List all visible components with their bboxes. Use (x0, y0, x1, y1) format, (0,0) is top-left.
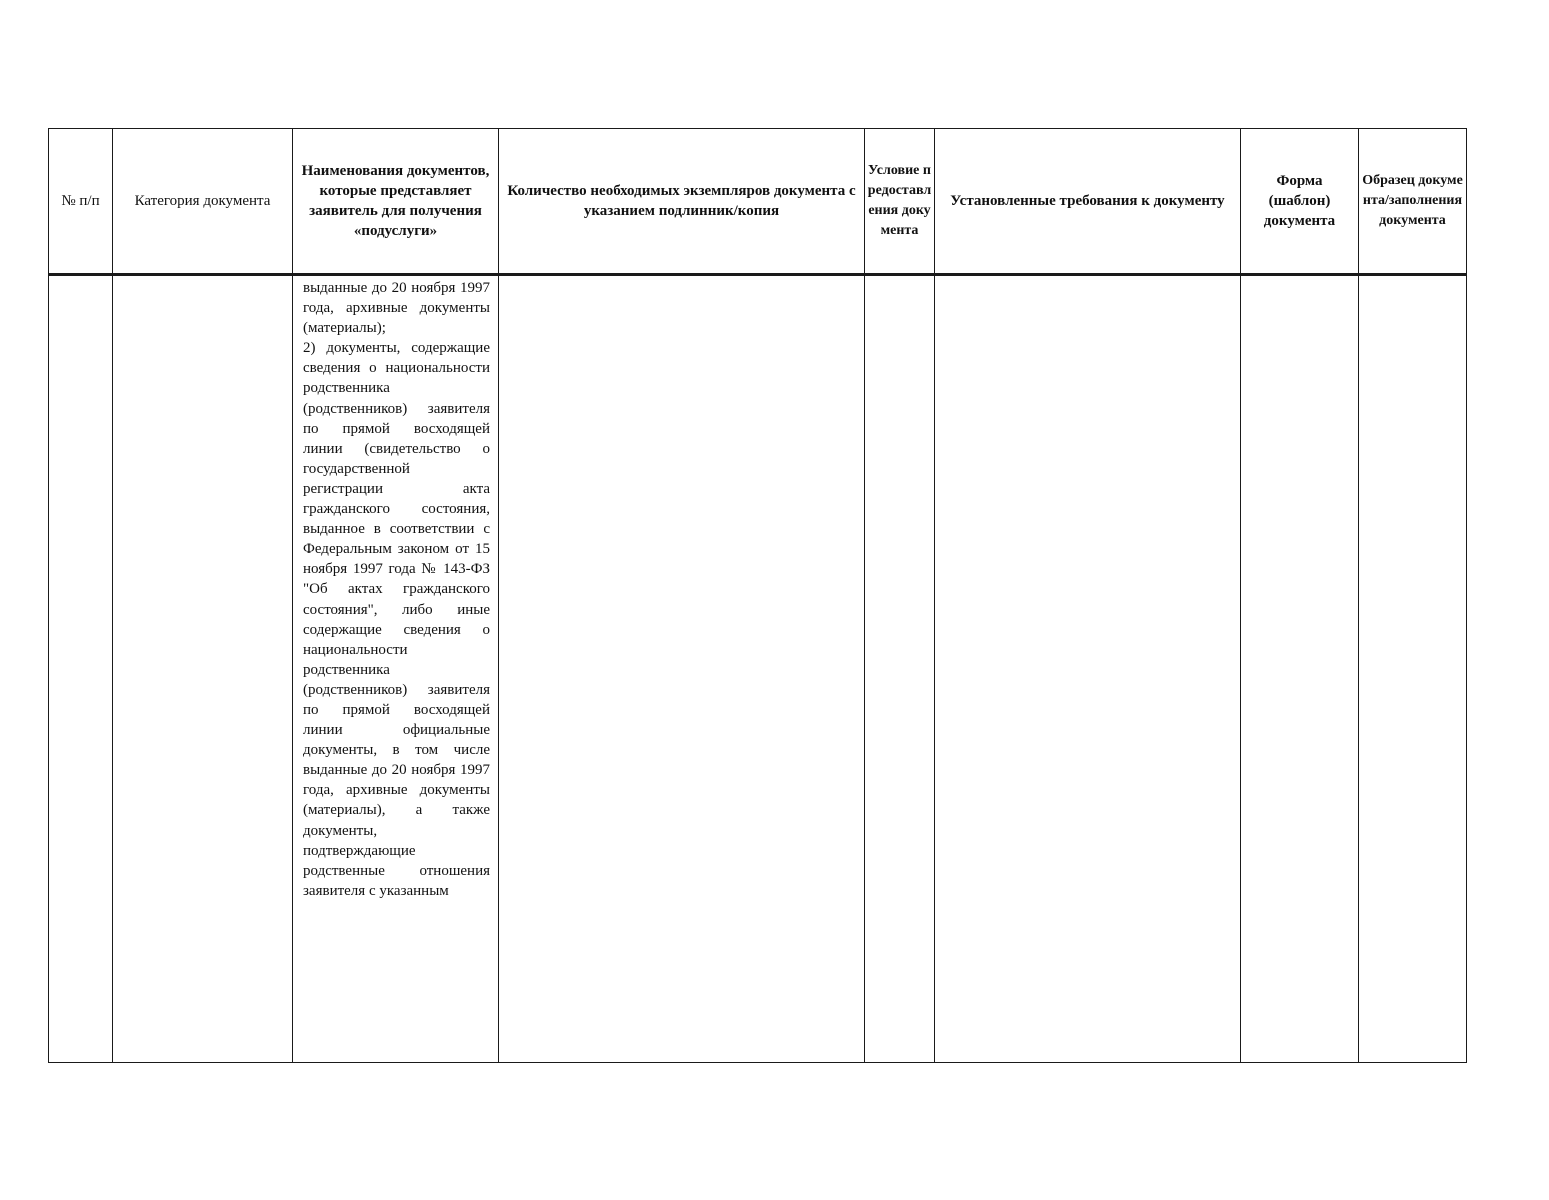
header-requirements: Установленные требования к документу (935, 129, 1241, 275)
header-quantity: Количество необходимых экземпляров документа с указанием подлинник/копия (499, 129, 865, 275)
document-names-text: выданные до 20 ноября 1997 года, архивные документы (материалы); 2) документы, содержащие сведения о национальности родственника (родственников) заявителя по прямой восходящей линии (свидетельство о государственной регистрации акта гражданского состояния, выданное в соответствии с Федеральным законом от 15 ноября 1997 года № 143-ФЗ "Об актах гражданского состояния", либо иные содержащие сведения о национальности родственника (родственников) заявителя по прямой восходящей линии официальные документы, в том числе выданные до 20 ноября 1997 года, архивные документы (материалы), а также документы, подтверждающие родственные отношения заявителя с указанным (303, 280, 490, 899)
cell-number (49, 275, 113, 1063)
cell-condition (865, 275, 935, 1063)
cell-form-template (1241, 275, 1359, 1063)
header-document-names: Наименования документов, которые представляет заявитель для получения «подуслуги» (293, 129, 499, 275)
cell-sample (1359, 275, 1467, 1063)
header-category: Категория документа (113, 129, 293, 275)
cell-document-names (293, 275, 499, 1063)
cell-quantity (499, 275, 865, 1063)
header-condition: Условие предоставления документа (865, 129, 935, 275)
header-form-template: Форма (шаблон) документа (1241, 129, 1359, 275)
header-row (49, 129, 1467, 275)
documents-table (48, 128, 1467, 1063)
table-body (49, 275, 1467, 1063)
header-sample: Образец документа/заполнения документа (1359, 129, 1467, 275)
cell-requirements (935, 275, 1241, 1063)
cell-category (113, 275, 293, 1063)
header-number: № п/п (49, 129, 113, 275)
table-row (49, 275, 1467, 1063)
table-header (49, 129, 1467, 275)
